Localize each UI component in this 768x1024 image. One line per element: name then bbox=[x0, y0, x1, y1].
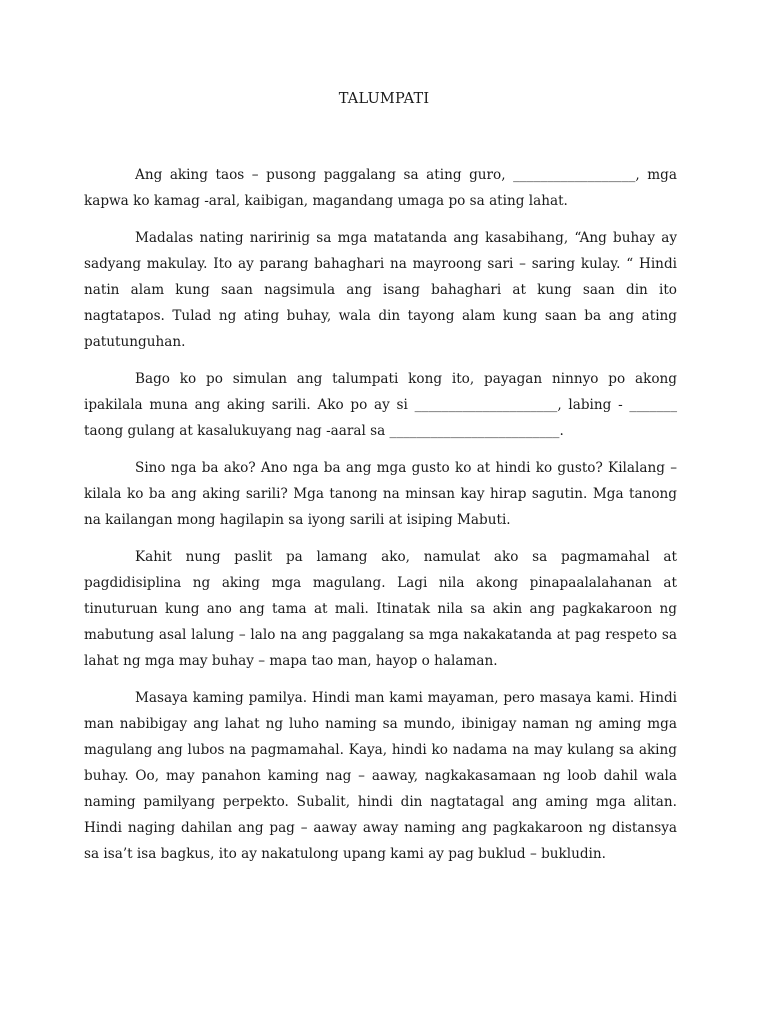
paragraph-upbringing: Kahit nung paslit pa lamang ako, namulat ako sa pagmamahal at pagdidisiplina ng aking mga magulang. Lagi nila akong pinapaalalahanan at tinuturuan kung ano ang tama at mali. Itinatak nila sa akin ang pagkakaroon ng mabutung asal lalung – lalo na ang paggalang sa mga nakakatanda at pag respeto sa lahat ng mga may buhay – mapa tao man, hayop o halaman. bbox=[84, 549, 677, 669]
paragraph-greeting: Ang aking taos – pusong paggalang sa ating guro, __________________, mga kapwa ko kamag -aral, kaibigan, magandang umaga po sa ating lahat. bbox=[84, 167, 677, 209]
paragraph-saying: Madalas nating naririnig sa mga matatanda ang kasabihang, “Ang buhay ay sadyang makulay. Ito ay parang bahaghari na mayroong sari – saring kulay. “ Hindi natin alam kung saan nagsimula ang isang bahaghari at kung saan din ito nagtatapos. Tulad ng ating buhay, wala din tayong alam kung saan ba ang ating patutunguhan. bbox=[84, 230, 677, 350]
paragraph-introduction: Bago ko po simulan ang talumpati kong ito, payagan ninnyo po akong ipakilala muna ang aking sarili. Ako po ay si _____________________, labing - _______ taong gulang at kasalukuyang nag -aaral sa _________________________. bbox=[84, 371, 677, 439]
document-title: TALUMPATI bbox=[338, 91, 430, 107]
paragraph-questions: Sino nga ba ako? Ano nga ba ang mga gusto ko at hindi ko gusto? Kilalang – kilala ko ba ang aking sarili? Mga tanong na minsan kay hirap sagutin. Mga tanong na kailangan mong hagilapin sa iyong sarili at isiping Mabuti. bbox=[84, 460, 677, 528]
paragraph-family: Masaya kaming pamilya. Hindi man kami mayaman, pero masaya kami. Hindi man nabibigay ang lahat ng luho naming sa mundo, ibinigay naman ng aming mga magulang ang lubos na pagmamahal. Kaya, hindi ko nadama na may kulang sa aking buhay. Oo, may panahon kaming nag – aaway, nagkakasamaan ng loob dahil wala naming pamilyang perpekto. Subalit, hindi din nagtatagal ang aming mga alitan. Hindi naging dahilan ang pag – aaway away naming ang pagkakaroon ng distansya sa isa’t isa bagkus, ito ay nakatulong upang kami ay pag buklud – bukludin. bbox=[84, 690, 677, 862]
document-body bbox=[84, 162, 677, 878]
